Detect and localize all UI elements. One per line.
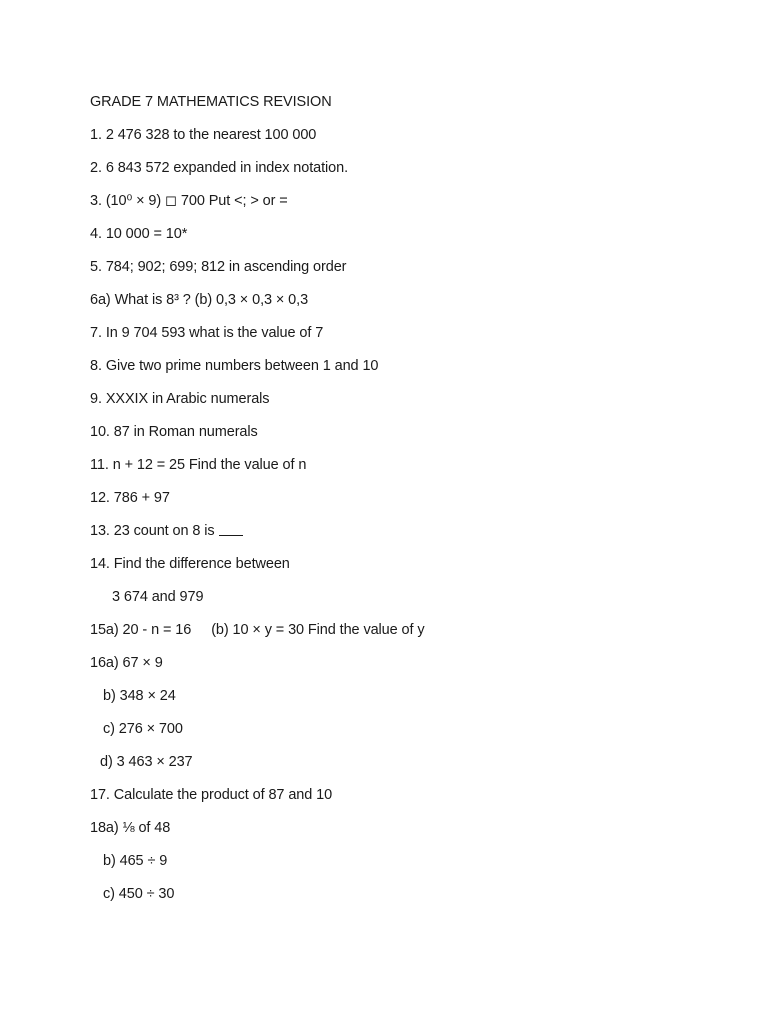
question-14-values: 3 674 and 979 [112,589,204,605]
question-14: 14. Find the difference between [90,556,290,572]
question-17: 17. Calculate the product of 87 and 10 [90,787,333,803]
question-5: 5. 784; 902; 699; 812 in ascending order [90,259,347,275]
question-11: 11. n + 12 = 25 Find the value of n [90,457,307,473]
question-1: 1. 2 476 328 to the nearest 100 000 [90,127,317,143]
document-title: GRADE 7 MATHEMATICS REVISION [90,94,332,110]
question-16b: b) 348 × 24 [103,688,176,704]
question-16a: 16a) 67 × 9 [90,655,163,671]
question-15-row [90,621,425,639]
question-10: 10. 87 in Roman numerals [90,424,258,440]
question-16d: d) 3 463 × 237 [100,754,193,770]
question-13: 13. 23 count on 8 is [90,523,215,539]
question-18a: 18a) ⅛ of 48 [90,820,171,836]
answer-blank [219,535,243,536]
question-4: 4. 10 000 = 10* [90,226,188,242]
question-15a: 15a) 20 - n = 16 [90,622,192,638]
question-18b: b) 465 ÷ 9 [103,853,168,869]
question-16c: c) 276 × 700 [103,721,183,737]
question-13-row [90,522,243,540]
question-8: 8. Give two prime numbers between 1 and 10 [90,358,379,374]
question-12: 12. 786 + 97 [90,490,170,506]
question-9: 9. XXXIX in Arabic numerals [90,391,270,407]
question-3: 3. (10⁰ × 9) ◻ 700 Put <; > or = [90,193,288,209]
question-6: 6a) What is 8³ ? (b) 0,3 × 0,3 × 0,3 [90,292,309,308]
question-7: 7. In 9 704 593 what is the value of 7 [90,325,324,341]
question-18c: c) 450 ÷ 30 [103,886,175,902]
question-15b: (b) 10 × y = 30 Find the value of y [211,622,425,638]
question-2: 2. 6 843 572 expanded in index notation. [90,160,349,176]
